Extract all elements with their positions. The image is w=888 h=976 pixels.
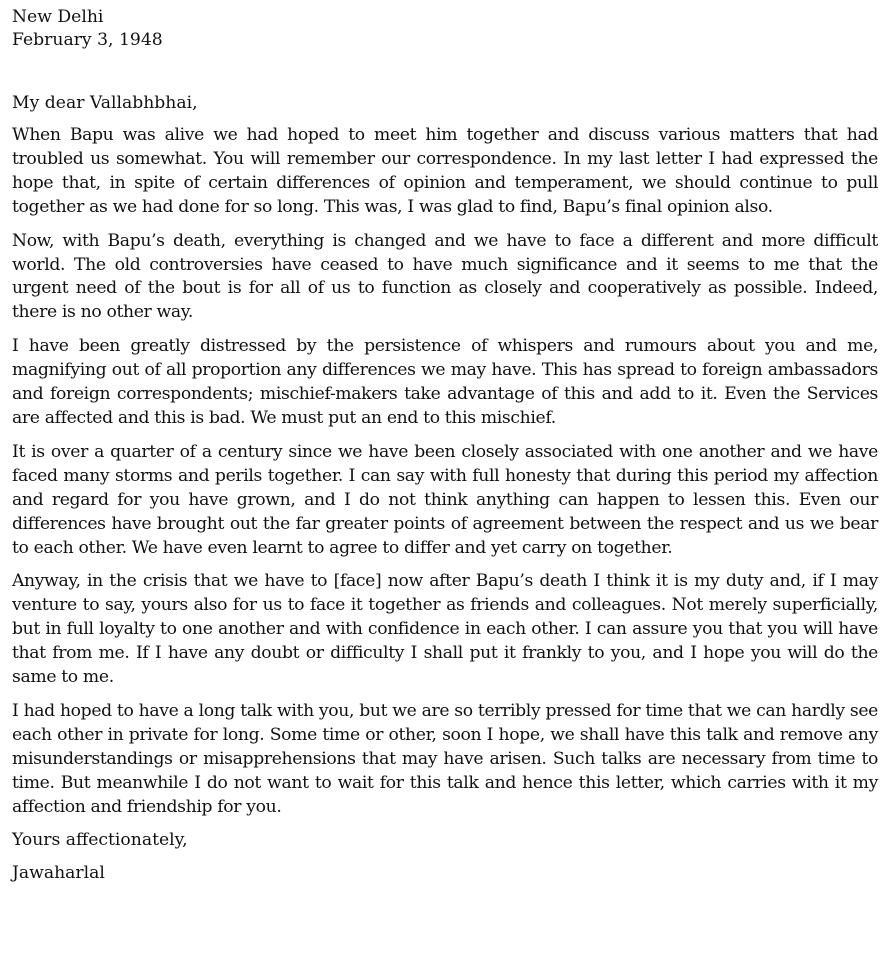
letter-greeting: My dear Vallabhbhai, xyxy=(12,93,198,113)
letter-closing: Yours affectionately, xyxy=(12,830,188,851)
letter-date: February 3, 1948 xyxy=(12,30,163,50)
letter-paragraph-2: Now, with Bapu’s death, everything is changed and we have to face a different and more difficult world. The old controversies have ceased to have much significance and it seems to me that the urgent need of the bout is for all of us to function as closely and cooperatively as possible. Indeed, there is no other way. xyxy=(12,230,878,323)
letter-paragraph-4: It is over a quarter of a century since we have been closely associated with one another and we have faced many storms and perils together. I can say with full honesty that during this period my affection and regard for you have grown, and I do not think anything can happen to lessen this. Even our differences have brought out the far greater points of agreement between the respect and us we bear to each other. We have even learnt to agree to differ and yet carry on together. xyxy=(12,441,878,558)
letter-paragraph-3: I have been greatly distressed by the persistence of whispers and rumours about you and me, magnifying out of all proportion any differences we may have. This has spread to foreign ambassadors and foreign correspondents; mischief-makers take advantage of this and add to it. Even the Services are affected and this is bad. We must put an end to this mischief. xyxy=(12,336,878,428)
letter-paragraph-6: I had hoped to have a long talk with you, but we are so terribly pressed for time that we can hardly see each other in private for long. Some time or other, soon I hope, we shall have this talk and remove any misunderstandings or misapprehensions that may have arisen. Such talks are necessary from time to time. But meanwhile I do not want to wait for this talk and hence this letter, which carries with it my affection and friendship for you. xyxy=(12,700,878,817)
letter-paragraph-5: Anyway, in the crisis that we have to [face] now after Bapu’s death I think it is my duty and, if I may venture to say, yours also for us to face it together as friends and colleagues. Not merely superficially, but in full loyalty to one another and with confidence in each other. I can assure you that you will have that from me. If I have any doubt or difficulty I shall put it frankly to you, and I hope you will do the same to me. xyxy=(12,571,878,688)
letter-paragraph-1: When Bapu was alive we had hoped to meet him together and discuss various matters that had troubled us somewhat. You will remember our correspondence. In my last letter I had expressed the hope that, in spite of certain differences of opinion and temperament, we should continue to pull together as we had done for so long. This was, I was glad to find, Bapu’s final opinion also. xyxy=(12,125,878,217)
letter-place: New Delhi xyxy=(12,7,104,27)
letter-signature: Jawaharlal xyxy=(12,863,105,884)
letter-heading xyxy=(12,6,878,52)
letter-body xyxy=(12,6,878,885)
